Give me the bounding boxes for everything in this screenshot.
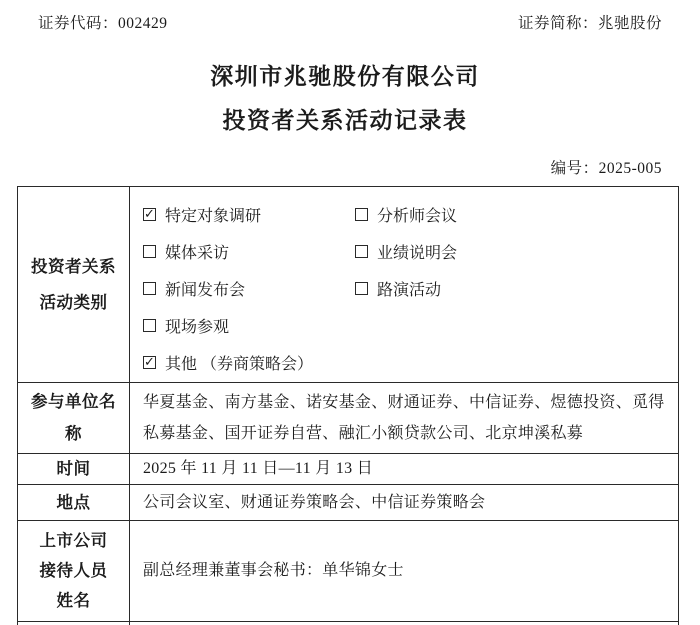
unchecked-checkbox-icon: [143, 319, 156, 332]
checkbox-option: [143, 351, 313, 374]
checkbox-option-lines: [143, 189, 668, 381]
stock-short-name: 证券简称：兆驰股份: [517, 15, 662, 32]
table-row-participants: [18, 382, 678, 453]
participants-list: 华夏基金、南方基金、诺安基金、财通证券、中信证券、煜德投资、觅得私募基金、国开证券自营、融汇小额贷款公司、北京坤溪私募: [143, 394, 665, 442]
table-row-activity-type: [18, 187, 678, 382]
option-line: [143, 233, 668, 270]
document-title: 投资者关系活动记录表: [222, 107, 468, 133]
row-header-time: [18, 454, 130, 484]
reception-staff-cell: [130, 521, 678, 621]
row-header-line: 投资者关系: [31, 257, 116, 276]
table-row-cutoff-stub: [18, 621, 678, 625]
table-row-reception-staff: [18, 520, 678, 621]
participants-cell: [130, 383, 678, 453]
row-header-line: 参与单位名: [31, 393, 116, 411]
checkbox-label: 分析师会议: [377, 207, 458, 225]
checkbox-option: [143, 203, 355, 226]
unchecked-checkbox-icon: [355, 208, 368, 221]
unchecked-checkbox-icon: [355, 282, 368, 295]
row-header-line: 上市公司: [39, 532, 108, 550]
checked-checkbox-icon: ✓: [144, 206, 155, 222]
checkbox-option: [143, 277, 355, 300]
row-header-line: 称: [65, 425, 82, 443]
checkbox-label: 现场参观: [165, 318, 230, 336]
time-cell: [130, 454, 678, 484]
row-header-line: 姓名: [56, 592, 91, 610]
table-row-time: [18, 453, 678, 484]
option-line: [143, 196, 668, 233]
option-line: [143, 344, 668, 381]
reception-staff-value: 副总经理兼董事会秘书：单华锦女士: [143, 562, 404, 580]
unchecked-checkbox-icon: [355, 245, 368, 258]
row-header-location: [18, 485, 130, 520]
stock-code: 证券代码：002429: [38, 15, 168, 32]
row-header-participants: [18, 383, 130, 453]
time-value: 2025 年 11 月 11 日—11 月 13 日: [143, 460, 374, 478]
checkbox-label: 新闻发布会: [165, 281, 246, 299]
checkbox-option: [355, 277, 441, 300]
checkbox-option: [355, 203, 457, 226]
location-cell: [130, 485, 678, 520]
securities-info-row: [38, 11, 662, 33]
row-header-activity-type: [18, 187, 130, 382]
unchecked-checkbox-icon: [143, 282, 156, 295]
checkbox-label: 媒体采访: [165, 244, 230, 262]
table-row-location: [18, 484, 678, 520]
row-header-line: 接待人员: [39, 562, 108, 580]
checked-checkbox-icon: ✓: [144, 354, 155, 370]
unchecked-checkbox-icon: [143, 245, 156, 258]
row-header-line: 活动类别: [39, 293, 108, 312]
checkbox-label: 业绩说明会: [377, 244, 458, 262]
checkbox-label: 特定对象调研: [165, 207, 262, 225]
checkbox-option: [355, 240, 457, 263]
row-header-line: 时间: [56, 460, 91, 478]
location-value: 公司会议室、财通证券策略会、中信证券策略会: [143, 493, 486, 511]
checkbox-label: 路演活动: [377, 281, 442, 299]
row-header-reception-staff: [18, 521, 130, 621]
activity-options-cell: [130, 187, 678, 382]
checkbox-option: [143, 314, 229, 337]
option-line: [143, 270, 668, 307]
company-title: 深圳市兆驰股份有限公司: [210, 63, 480, 89]
option-line: [143, 307, 668, 344]
checkbox-label: 其他 （券商策略会）: [165, 355, 314, 373]
checkbox-option: [143, 240, 355, 263]
document-number: 编号：2025-005: [550, 160, 662, 177]
record-table: [17, 186, 679, 625]
row-header-line: 地点: [56, 493, 91, 512]
